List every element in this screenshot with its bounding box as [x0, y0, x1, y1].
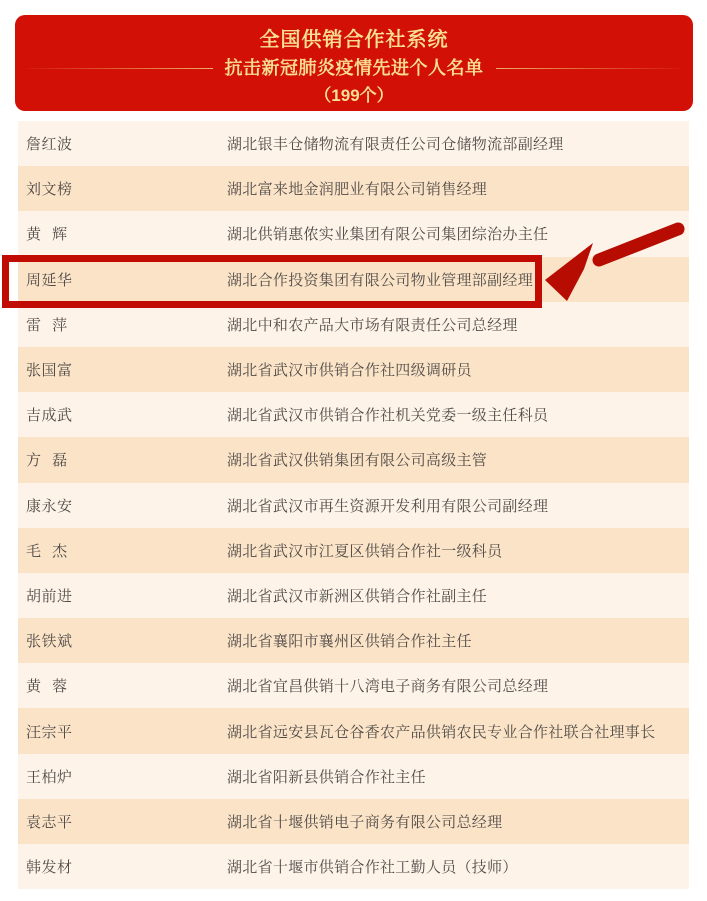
- table-row: [18, 528, 689, 573]
- person-title: 湖北省武汉市新洲区供销合作社副主任: [227, 587, 488, 605]
- table-row: [18, 347, 689, 392]
- table-row: [18, 121, 689, 166]
- person-title: 湖北合作投资集团有限公司物业管理部副经理: [227, 271, 534, 289]
- table-row: [18, 799, 689, 844]
- header-banner: [15, 15, 693, 111]
- person-name: 詹红波: [26, 136, 73, 154]
- person-name: 康永安: [26, 497, 73, 515]
- person-name: 黄 辉: [26, 226, 68, 244]
- person-title: 湖北省武汉供销集团有限公司高级主管: [227, 452, 488, 470]
- banner-title-line2: 抗击新冠肺炎疫情先进个人名单: [224, 58, 484, 78]
- person-title: 湖北省十堰供销电子商务有限公司总经理: [227, 813, 503, 831]
- person-name: 王柏炉: [26, 768, 73, 786]
- person-title: 湖北省武汉市江夏区供销合作社一级科员: [227, 542, 503, 560]
- table-row-highlighted: [18, 257, 689, 302]
- person-title: 湖北供销惠侬实业集团有限公司集团综治办主任: [227, 226, 549, 244]
- person-name: 方 磊: [26, 452, 68, 470]
- person-name: 韩发材: [26, 859, 73, 877]
- person-name: 周延华: [26, 271, 73, 289]
- person-title: 湖北省十堰市供销合作社工勤人员（技师）: [227, 859, 518, 877]
- person-name: 雷 萍: [26, 316, 68, 334]
- table-row: [18, 844, 689, 889]
- table-row: [18, 483, 689, 528]
- banner-count: （199个）: [314, 86, 394, 105]
- person-title: 湖北省远安县瓦仓谷香农产品供销农民专业合作社联合社理事长: [227, 723, 656, 741]
- banner-title-line2-wrap: [15, 56, 693, 80]
- table-row: [18, 166, 689, 211]
- table-row: [18, 618, 689, 663]
- person-title: 湖北省武汉市供销合作社机关党委一级主任科员: [227, 407, 549, 425]
- person-title: 湖北省襄阳市襄州区供销合作社主任: [227, 633, 472, 651]
- table-row: [18, 663, 689, 708]
- person-title: 湖北省武汉市再生资源开发利用有限公司副经理: [227, 497, 549, 515]
- divider-line-right: [496, 68, 682, 69]
- person-title: 湖北省宜昌供销十八湾电子商务有限公司总经理: [227, 678, 549, 696]
- table-row: [18, 437, 689, 482]
- person-title: 湖北富来地金润肥业有限公司销售经理: [227, 181, 488, 199]
- person-name: 吉成武: [26, 407, 73, 425]
- person-name: 毛 杰: [26, 542, 68, 560]
- person-name: 胡前进: [26, 587, 73, 605]
- table-row: [18, 708, 689, 753]
- person-name: 黄 蓉: [26, 678, 68, 696]
- divider-line-left: [27, 68, 213, 69]
- person-title: 湖北中和农产品大市场有限责任公司总经理: [227, 316, 518, 334]
- person-title: 湖北银丰仓储物流有限责任公司仓储物流部副经理: [227, 136, 564, 154]
- people-list: [18, 121, 689, 889]
- table-row: [18, 302, 689, 347]
- person-name: 汪宗平: [26, 723, 73, 741]
- person-name: 刘文榜: [26, 181, 73, 199]
- table-row: [18, 392, 689, 437]
- person-title: 湖北省武汉市供销合作社四级调研员: [227, 362, 472, 380]
- banner-title-line1: 全国供销合作社系统: [259, 29, 449, 51]
- person-name: 张国富: [26, 362, 73, 380]
- person-name: 袁志平: [26, 813, 73, 831]
- table-row: [18, 573, 689, 618]
- table-row: [18, 211, 689, 256]
- table-row: [18, 754, 689, 799]
- person-title: 湖北省阳新县供销合作社主任: [227, 768, 426, 786]
- person-name: 张铁斌: [26, 633, 73, 651]
